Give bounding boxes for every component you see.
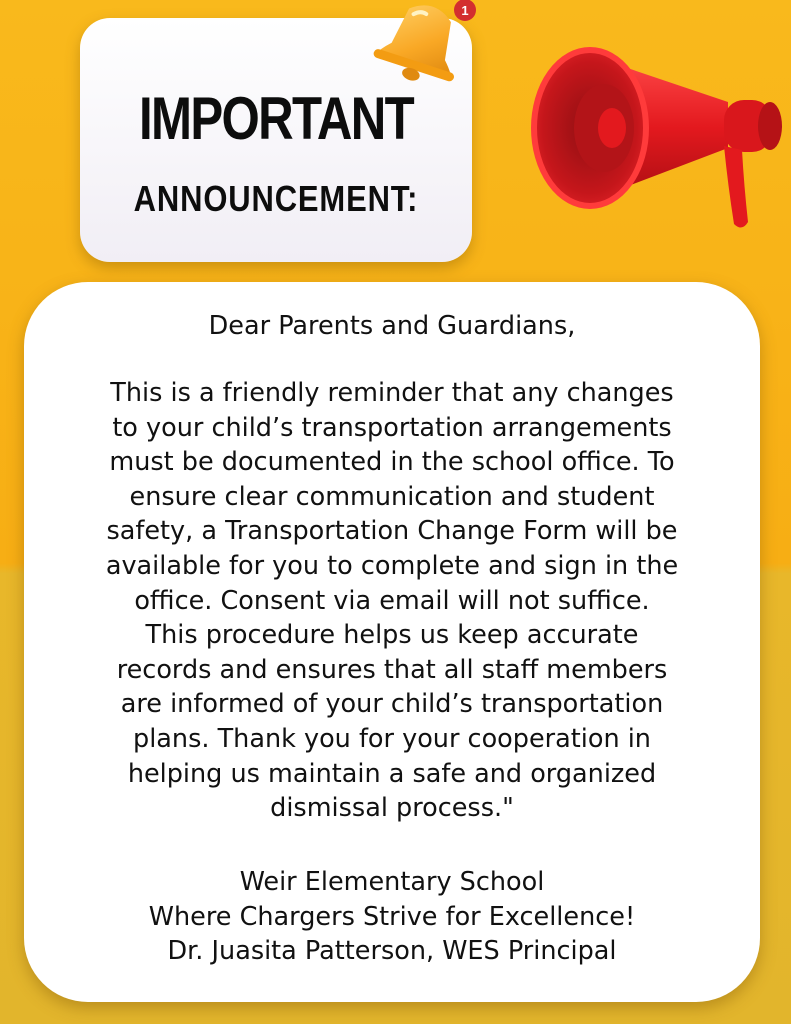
bell-badge-count: 1 xyxy=(461,3,469,18)
principal-signature: Dr. Juasita Patterson, WES Principal xyxy=(167,936,617,967)
body-line: safety, a Transportation Change Form will be xyxy=(106,516,678,547)
body-line: office. Consent via email will not suffice. xyxy=(134,585,650,616)
body-line: ensure clear communication and student xyxy=(129,481,655,512)
body-line: plans. Thank you for your cooperation in xyxy=(133,723,651,754)
body-line: to your child’s transportation arrangements xyxy=(112,412,672,443)
megaphone-icon xyxy=(528,36,788,246)
greeting: Dear Parents and Guardians, xyxy=(208,311,576,341)
body-line: helping us maintain a safe and organized xyxy=(127,758,657,789)
title-announcement: ANNOUNCEMENT: xyxy=(133,178,419,219)
body-line: available for you to complete and sign in the xyxy=(105,550,679,581)
body-line: dismissal process." xyxy=(270,793,514,824)
signature-block xyxy=(24,865,760,969)
school-name: Weir Elementary School xyxy=(239,867,545,897)
title-important: IMPORTANT xyxy=(138,85,414,152)
body-line: are informed of your child’s transportation xyxy=(120,689,664,720)
body-line: This procedure helps us keep accurate xyxy=(145,620,639,651)
notification-bell-icon xyxy=(360,0,485,85)
message-card xyxy=(24,282,760,1002)
body-line: must be documented in the school office. To xyxy=(109,447,675,478)
body-line: records and ensures that all staff members xyxy=(116,654,668,685)
message-body xyxy=(24,376,760,826)
school-motto: Where Chargers Strive for Excellence! xyxy=(148,901,636,932)
body-line: This is a friendly reminder that any changes xyxy=(110,378,674,408)
